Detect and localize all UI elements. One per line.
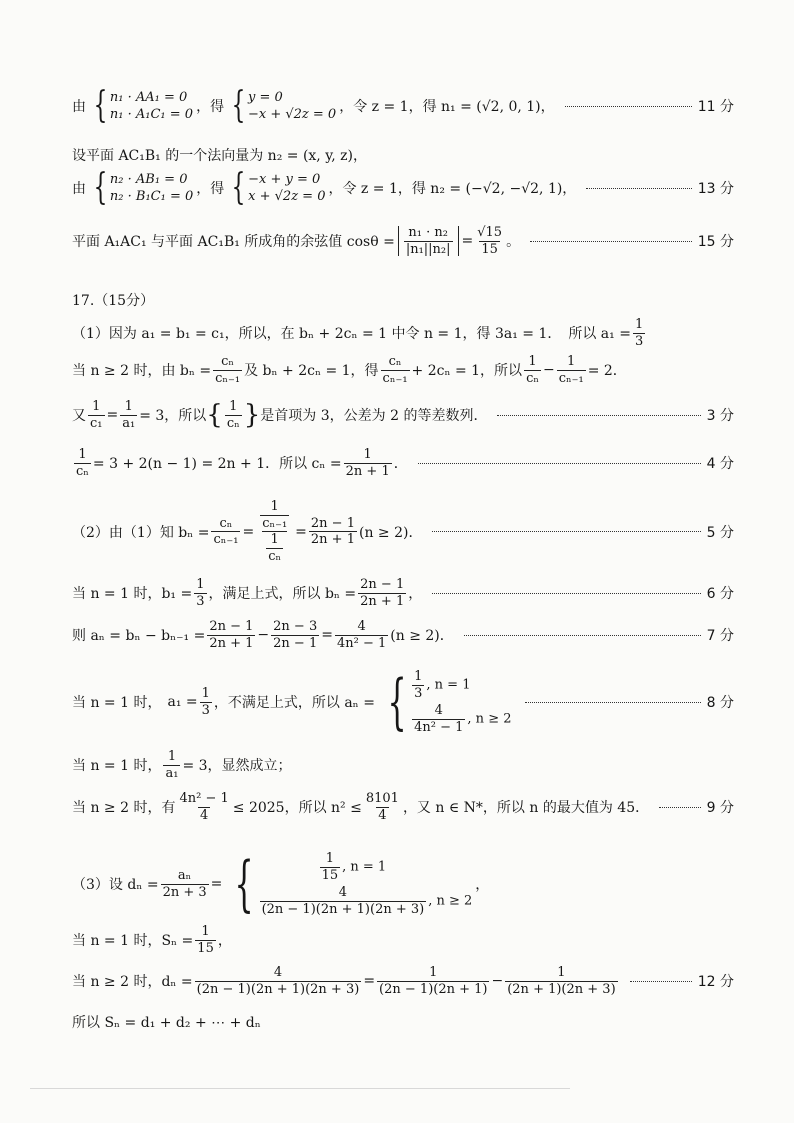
solution-line-12 — [72, 620, 734, 650]
fraction — [161, 869, 209, 899]
numerator: cₙ — [388, 354, 402, 369]
text: ，满足上式，所以 bₙ = — [208, 586, 357, 603]
equation: n₁ · A₁C₁ = 0 — [109, 107, 194, 122]
denominator: a₁ — [122, 415, 136, 431]
numerator: 1 — [363, 447, 372, 462]
text: 17.（15分） — [72, 293, 155, 309]
denominator: cₙ₋₁ — [558, 370, 584, 386]
numerator: 2n − 1 — [360, 577, 405, 592]
text: 当 n = 1 时， — [72, 695, 162, 712]
text: 当 n ≥ 2 时，由 bₙ = — [72, 363, 212, 380]
denominator: 2n + 1 — [310, 532, 355, 548]
dotted-leader — [586, 188, 691, 189]
numerator: 1 — [528, 354, 537, 369]
denominator: a₁ — [165, 765, 179, 781]
denominator: 2n + 1 — [209, 635, 254, 651]
equation-system: { −x + y = 0 x + √2z = 0 — [231, 167, 326, 208]
denominator: cₙ — [268, 548, 282, 564]
denominator: 4 — [199, 807, 209, 823]
dotted-leader — [530, 241, 692, 242]
numerator: 1 — [92, 399, 101, 414]
fraction — [207, 620, 255, 650]
score-mark: 7 分 — [706, 628, 734, 645]
denominator: c₁ — [90, 415, 103, 431]
numerator: 4n² − 1 — [179, 791, 229, 806]
score-mark: 9 分 — [706, 800, 734, 817]
denominator — [262, 531, 287, 563]
fraction — [225, 400, 242, 430]
text: = 3 + 2(n − 1) = 2n + 1．所以 cₙ = — [92, 456, 342, 473]
text: + 2cₙ = 1，所以 — [411, 363, 523, 380]
fraction — [320, 852, 341, 882]
solution-line-18 — [72, 966, 734, 996]
text: （1）因为 a₁ = b₁ = c₁，所以，在 bₙ + 2cₙ = 1 中令 n = 1，得 3a₁ = 1． 所以 a₁ = — [72, 326, 631, 343]
text: ，得 — [196, 181, 225, 197]
solution-line-4 — [72, 226, 734, 256]
score-mark: 4 分 — [706, 456, 734, 473]
text: 则 aₙ = bₙ − bₙ₋₁ = — [72, 628, 206, 645]
compound-fraction — [256, 500, 293, 564]
equation-system: { y = 0 −x + √2z = 0 — [231, 85, 337, 126]
text: ． — [393, 456, 408, 473]
score-mark: 6 分 — [706, 586, 734, 603]
text: − — [491, 973, 504, 990]
dotted-leader — [630, 981, 692, 982]
numerator: 1 — [414, 669, 423, 684]
solution-line-19 — [72, 1012, 734, 1032]
fraction — [194, 578, 206, 608]
solution-line-13 — [72, 667, 734, 738]
numerator: 1 — [270, 499, 279, 514]
denominator: cₙ — [226, 415, 240, 431]
fraction — [200, 687, 212, 717]
solution-line-1 — [72, 85, 734, 126]
denominator: cₙ — [76, 463, 89, 479]
text: ，得 — [196, 99, 225, 115]
equation: −x + √2z = 0 — [247, 107, 337, 122]
numerator: 4 — [357, 619, 366, 634]
denominator: 4n² − 1 — [336, 635, 387, 651]
text: = — [321, 627, 333, 644]
fraction — [120, 400, 137, 430]
score-mark: 12 分 — [697, 974, 734, 991]
text: ， — [408, 586, 423, 603]
denominator: (2n − 1)(2n + 1)(2n + 3) — [196, 981, 360, 997]
text: ， — [475, 877, 490, 894]
case-row — [258, 886, 473, 916]
text: （3）设 dₙ = — [72, 877, 159, 894]
fraction — [260, 500, 289, 530]
numerator: 1 — [557, 965, 566, 980]
numerator: 1 — [196, 577, 205, 592]
numerator: 4 — [273, 965, 283, 980]
fraction — [344, 448, 392, 478]
denominator: 2n + 3 — [162, 884, 207, 900]
numerator: cₙ — [221, 354, 235, 369]
score-mark: 11 分 — [697, 99, 734, 115]
text: 当 n ≥ 2 时，有 — [72, 800, 176, 817]
fraction — [211, 517, 240, 547]
denominator: (2n + 1)(2n + 3) — [507, 981, 616, 997]
numerator: 1 — [270, 532, 279, 548]
fraction — [404, 226, 453, 256]
score-mark: 13 分 — [697, 181, 734, 197]
fraction — [505, 966, 617, 996]
numerator: 1 — [634, 317, 644, 332]
denominator: 4 — [378, 807, 387, 823]
fraction — [195, 966, 362, 996]
text: = — [242, 523, 255, 540]
numerator: 1 — [167, 749, 177, 764]
solution-line-2 — [72, 145, 734, 165]
numerator: 8101 — [365, 791, 399, 806]
fraction — [377, 966, 489, 996]
fraction — [74, 448, 91, 478]
text: (n ≥ 2)． — [390, 628, 454, 645]
denominator: cₙ — [526, 370, 539, 386]
numerator: 4 — [338, 885, 348, 901]
score-mark: 15 分 — [697, 234, 734, 251]
solution-line-14 — [72, 750, 734, 780]
text: = — [363, 973, 376, 990]
denominator: cₙ₋₁ — [382, 370, 408, 386]
numerator: 2n − 1 — [310, 515, 355, 531]
fraction — [271, 620, 319, 650]
fraction — [381, 355, 410, 385]
dotted-leader — [565, 106, 692, 107]
dotted-leader — [464, 635, 701, 636]
text: 由 — [72, 99, 86, 115]
numerator: cₙ — [219, 515, 233, 531]
denominator: (2n − 1)(2n + 1) — [379, 981, 488, 997]
fraction — [309, 517, 357, 547]
solution-line-3 — [72, 167, 734, 208]
denominator: |n₁||n₂| — [405, 241, 451, 257]
fraction — [364, 792, 401, 822]
dotted-leader — [432, 531, 700, 532]
text: = 2． — [587, 363, 627, 380]
solution-line-16 — [72, 849, 734, 920]
equation: n₁ · AA₁ = 0 — [109, 90, 188, 105]
text: a₁ = — [167, 694, 198, 711]
solution-line-7 — [72, 355, 734, 385]
text: (n ≥ 2)． — [358, 524, 423, 541]
score-mark: 3 分 — [706, 408, 734, 425]
solution-line-11 — [72, 578, 734, 608]
fraction — [163, 750, 180, 780]
numerator: 1 — [229, 399, 238, 414]
numerator: 4 — [434, 703, 443, 719]
numerator: 1 — [78, 447, 87, 462]
text: ，不满足上式，所以 aₙ = — [213, 695, 375, 712]
numerator: 1 — [201, 924, 210, 939]
denominator: 3 — [414, 685, 423, 701]
case-row — [410, 704, 511, 734]
fraction — [88, 400, 105, 430]
text: = — [295, 523, 307, 540]
denominator: cₙ₋₁ — [262, 515, 288, 531]
text: 当 n = 1 时，Sₙ = — [72, 933, 194, 950]
denominator: 3 — [196, 593, 205, 609]
numerator: aₙ — [177, 868, 192, 884]
text: 当 n = 1 时，b₁ = — [72, 586, 193, 603]
numerator: 1 — [567, 354, 576, 369]
text: = 3，所以 — [139, 408, 207, 425]
numerator: 1 — [325, 851, 334, 866]
dotted-leader — [525, 702, 701, 703]
text: 当 n = 1 时， — [72, 758, 162, 775]
solution-line-17 — [72, 925, 734, 955]
numerator: 1 — [201, 686, 210, 702]
text: = — [461, 233, 474, 250]
denominator: 4n² − 1 — [414, 719, 464, 735]
equation-system: { n₁ · AA₁ = 0 n₁ · A₁C₁ = 0 — [93, 85, 194, 126]
solution-line-15 — [72, 792, 734, 822]
denominator: 15 — [197, 940, 214, 956]
numerator — [256, 500, 293, 531]
dotted-leader — [497, 415, 700, 416]
text: − — [542, 362, 555, 379]
denominator: 15 — [321, 867, 339, 883]
denominator: cₙ₋₁ — [213, 532, 239, 548]
text: 。 — [506, 234, 521, 251]
absolute-value — [398, 226, 459, 256]
denominator: 2n + 1 — [360, 593, 405, 609]
text: 由 — [72, 181, 86, 197]
text: 平面 A₁AC₁ 与平面 AC₁B₁ 所成角的余弦值 cosθ = — [72, 234, 395, 251]
brace-open: { — [206, 400, 223, 431]
denominator: 2n − 1 — [273, 635, 318, 651]
fraction — [412, 670, 424, 700]
fraction — [475, 226, 504, 256]
text: ≤ 2025，所以 n² ≤ — [232, 800, 362, 817]
text: ，令 z = 1，得 n₁ = (√2, 0, 1)， — [339, 99, 555, 115]
solution-line-10 — [72, 500, 734, 564]
equation: n₂ · AB₁ = 0 — [109, 172, 188, 187]
numerator: 1 — [429, 965, 438, 980]
dotted-leader — [659, 807, 701, 808]
score-mark: 8 分 — [706, 695, 734, 712]
equation: n₂ · B₁C₁ = 0 — [109, 189, 194, 204]
text: ， — [217, 933, 232, 950]
fraction — [260, 886, 427, 916]
fraction — [213, 355, 242, 385]
page-bottom-rule — [30, 1088, 570, 1089]
text: （2）由（1）知 bₙ = — [72, 524, 210, 541]
text: 及 bₙ + 2cₙ = 1，得 — [244, 363, 379, 380]
fraction — [177, 792, 230, 822]
dotted-leader — [418, 463, 701, 464]
condition: , n = 1 — [342, 859, 387, 875]
text: 是首项为 3，公差为 2 的等差数列． — [260, 408, 488, 425]
case-row — [410, 670, 511, 700]
piecewise-brace: { $\frac{1}{15}$ , n = 1 $\frac{4}{(2n - 1)(2n + 1)(2n + 3)}$ , n ≥ 2 — [234, 849, 473, 920]
fraction — [557, 355, 586, 385]
piecewise-brace: { $\frac{1}{3}$ , n = 1 $\frac{4}{\text{4n² − 1}}$ , n ≥ 2 — [387, 667, 512, 738]
fraction — [195, 925, 216, 955]
solution-line-9 — [72, 448, 734, 478]
equation: y = 0 — [247, 90, 283, 105]
denominator: 3 — [201, 702, 210, 718]
denominator: cₙ₋₁ — [215, 370, 241, 386]
text: 设平面 AC₁B₁ 的一个法向量为 n₂ = (x, y, z)， — [72, 148, 367, 164]
fraction — [335, 620, 388, 650]
numerator: 2n − 1 — [209, 619, 254, 634]
score-mark: 5 分 — [706, 524, 734, 541]
text: ，又 n ∈ N*，所以 n 的最大值为 45． — [402, 800, 650, 817]
solution-line-6 — [72, 318, 734, 348]
brace-close: } — [243, 400, 261, 431]
fraction — [524, 355, 541, 385]
fraction — [633, 318, 645, 348]
fraction — [266, 533, 283, 563]
numerator: 1 — [124, 399, 133, 414]
condition: , n ≥ 2 — [428, 893, 473, 909]
denominator: 3 — [634, 333, 644, 349]
denominator: 15 — [481, 241, 498, 257]
denominator: 2n + 1 — [345, 463, 390, 479]
equation: x + √2z = 0 — [248, 189, 326, 204]
text: = — [106, 407, 119, 424]
case-row — [258, 852, 473, 882]
numerator: 2n − 3 — [273, 619, 318, 634]
text: 所以 Sₙ = d₁ + d₂ + ⋯ + dₙ — [72, 1015, 261, 1031]
condition: , n ≥ 2 — [467, 711, 512, 727]
text: = 3，显然成立； — [182, 758, 292, 775]
dotted-leader — [432, 593, 700, 594]
denominator: (2n − 1)(2n + 1)(2n + 3) — [261, 901, 425, 917]
text: 又 — [72, 408, 86, 425]
equation-system: { n₂ · AB₁ = 0 n₂ · B₁C₁ = 0 — [93, 167, 194, 208]
numerator: n₁ · n₂ — [408, 225, 448, 240]
equation: −x + y = 0 — [248, 172, 321, 187]
fraction — [412, 704, 465, 734]
text: 当 n ≥ 2 时，dₙ = — [72, 974, 193, 991]
numerator: √15 — [477, 225, 503, 240]
problem-heading — [72, 290, 734, 310]
fraction — [358, 578, 406, 608]
text: ，令 z = 1，得 n₂ = (−√2, −√2, 1)， — [328, 181, 577, 197]
text: − — [257, 627, 270, 644]
condition: , n = 1 — [426, 677, 471, 693]
text: = — [210, 876, 223, 893]
solution-line-8 — [72, 400, 734, 430]
